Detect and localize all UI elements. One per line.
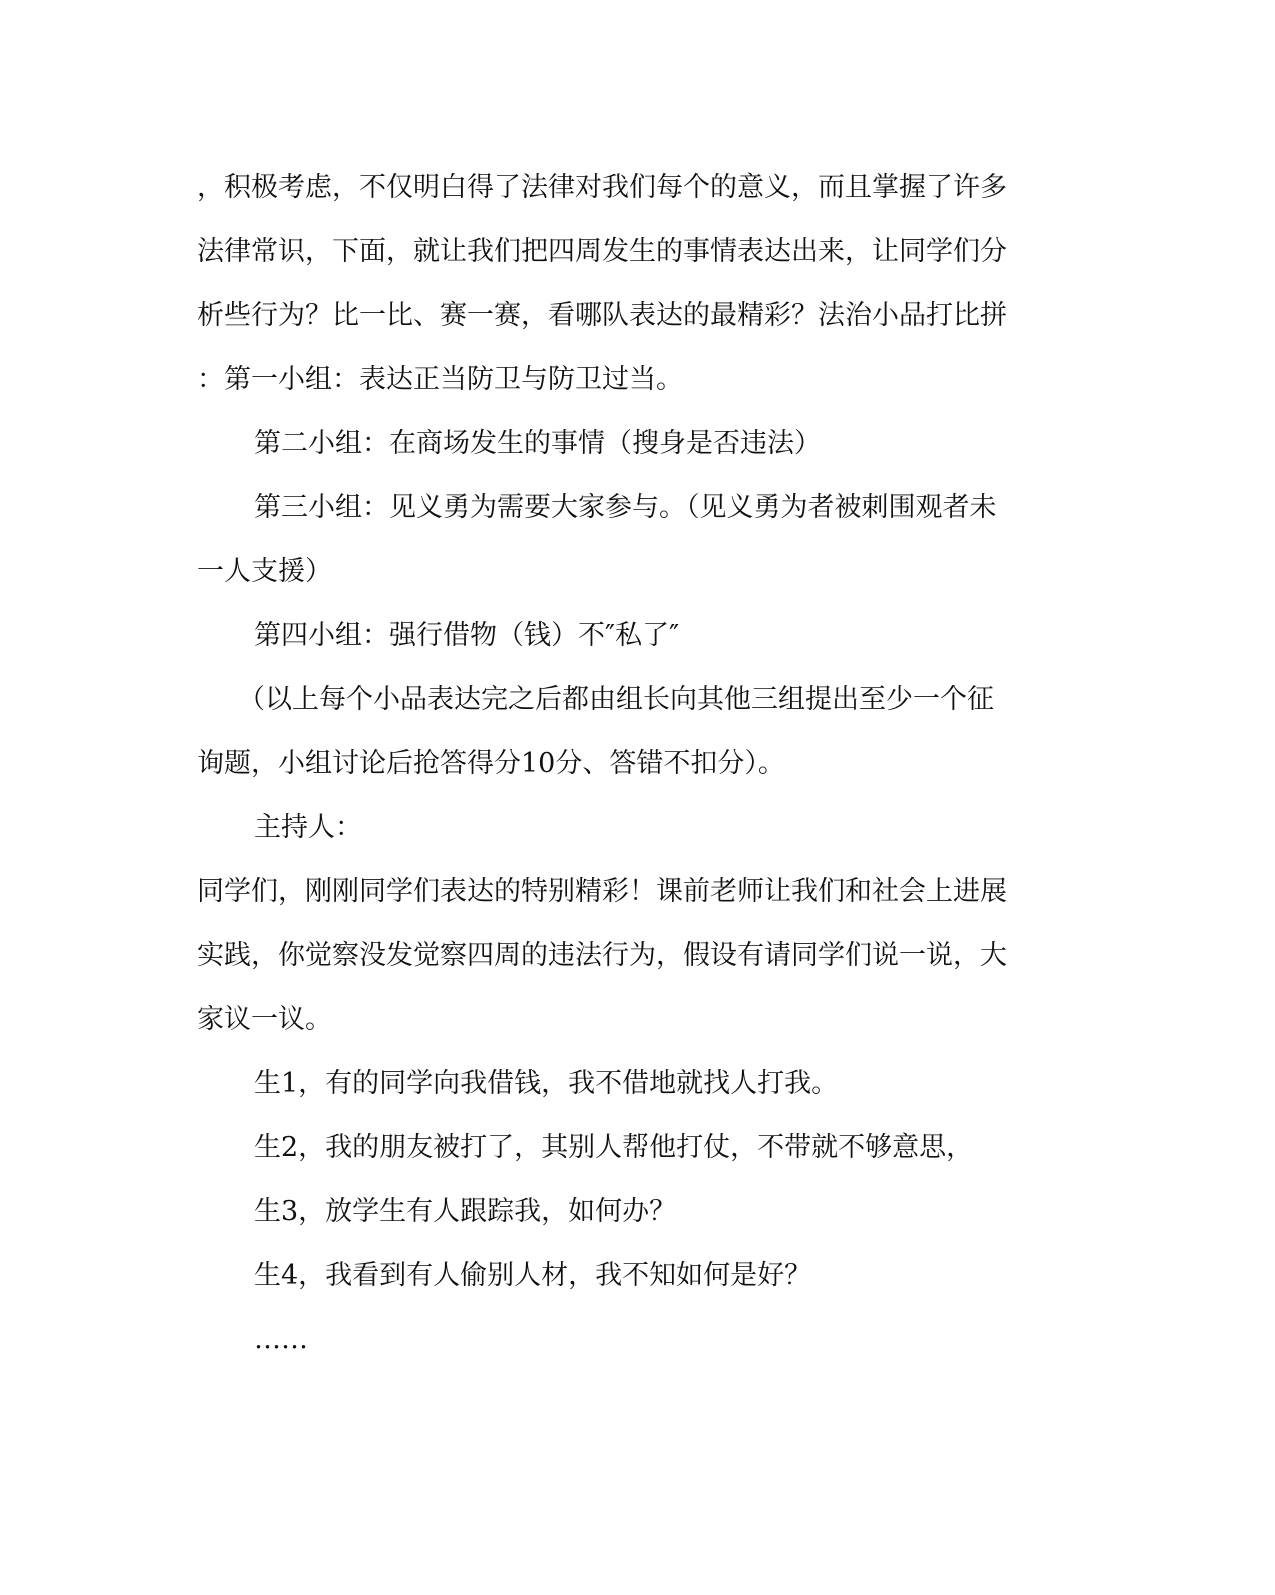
- text-line: 同学们，刚刚同学们表达的特别精彩！课前老师让我们和社会上进展: [197, 876, 1007, 907]
- text-line: 第三小组：见义勇为需要大家参与。（见义勇为者被刺围观者未: [254, 492, 997, 523]
- text-line: ，积极考虑，不仅明白得了法律对我们每个的意义，而且掌握了许多: [197, 172, 1007, 203]
- text-line: 法律常识，下面，就让我们把四周发生的事情表达出来，让同学们分: [197, 236, 1007, 267]
- text-line: 询题，小组讨论后抢答得分10分、答错不扣分）。: [197, 748, 785, 779]
- text-line: 第四小组：强行借物（钱）不″私了″: [254, 620, 680, 651]
- speaker-label: 主持人：: [254, 812, 362, 843]
- text-line: 第二小组：在商场发生的事情（搜身是否违法）: [254, 428, 821, 459]
- text-line: 一人支援）: [197, 556, 332, 587]
- text-line: ：第一小组：表达正当防卫与防卫过当。: [197, 364, 683, 395]
- student-line: 生1，有的同学向我借钱，我不借地就找人打我。: [254, 1068, 839, 1099]
- text-line: 实践，你觉察没发觉察四周的违法行为，假设有请同学们说一说，大: [197, 940, 1007, 971]
- student-line: 生4，我看到有人偷别人材，我不知如何是好？: [254, 1260, 812, 1291]
- text-line: （以上每个小品表达完之后都由组长向其他三组提出至少一个征: [238, 684, 994, 715]
- text-line: 家议一议。: [197, 1004, 332, 1035]
- student-line: 生2，我的朋友被打了，其别人帮他打仗，不带就不够意思，: [254, 1132, 974, 1163]
- ellipsis: ……: [254, 1324, 308, 1355]
- text-line: 析些行为？比一比、赛一赛，看哪队表达的最精彩？法治小品打比拼: [197, 300, 1007, 331]
- student-line: 生3，放学生有人跟踪我，如何办？: [254, 1196, 677, 1227]
